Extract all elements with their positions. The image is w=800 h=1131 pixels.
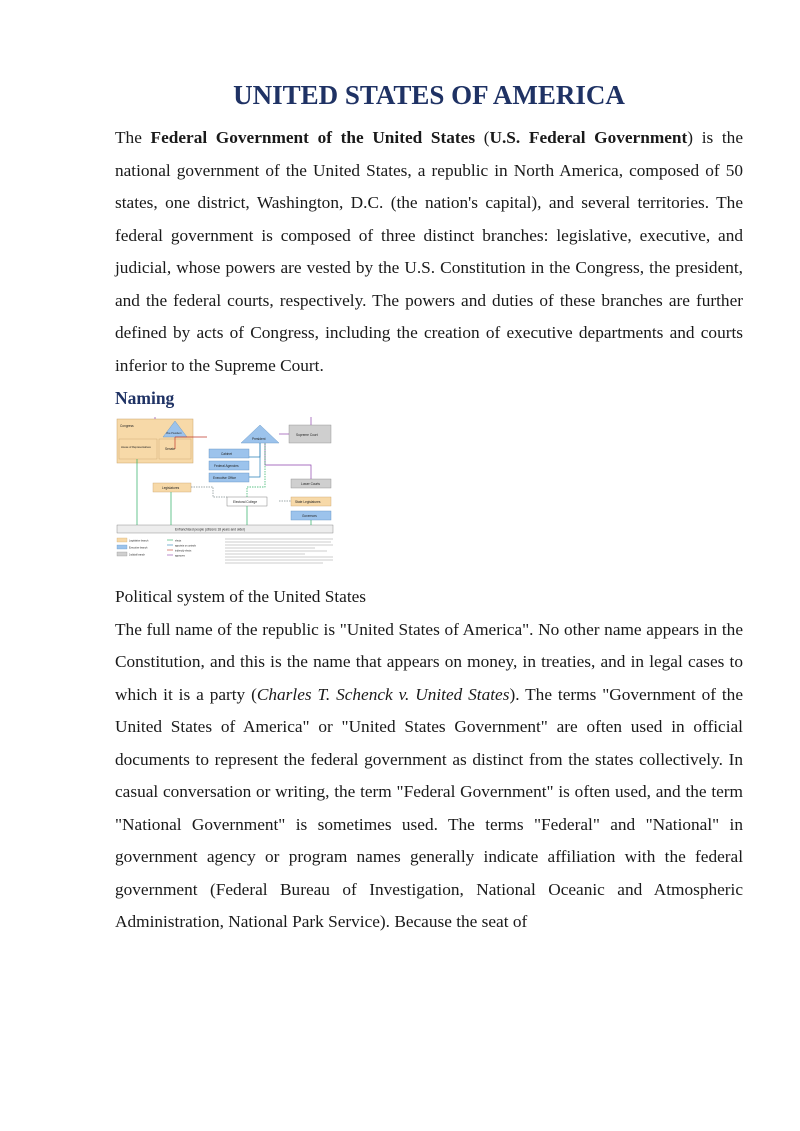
intro-bold-1: Federal Government of the United States <box>150 128 476 147</box>
president-label: President <box>252 437 266 441</box>
intro-text-3: ) is the national government of the United States, a republic in North America, composed of 50 states, one district, Washington, D.C. (the nation's capital), and several territories. The federal government is composed of three distinct branches: legislative, executive, and judicial, whose powers are vested by the U.S. Constitution in the Congress, the president, and the federal courts, respectively. The powers and duties of these branches are further defined by acts of Congress, including the creation of executive departments and courts inferior to the Supreme Court. <box>115 128 743 375</box>
document-page <box>115 78 743 939</box>
legend-judicial: Judicial branch <box>129 553 145 557</box>
document-title: UNITED STATES OF AMERICA <box>233 80 625 110</box>
naming-case-title: Charles T. Schenck v. United States <box>256 684 510 704</box>
diagram-legend <box>117 538 333 563</box>
cabinet-label: Cabinet <box>221 452 232 456</box>
intro-paragraph <box>115 122 743 382</box>
house-box <box>119 439 157 459</box>
legend-legislative: Legislative branch <box>129 539 149 543</box>
supreme-court-label: Supreme Court <box>296 433 318 437</box>
legend-indirect: indirectly elects <box>175 549 192 553</box>
exec-office-label: Executive Office <box>213 476 236 480</box>
agencies-label: Federal Agencies <box>214 464 239 468</box>
electorate-label: Enfranchised people (citizens 18 years and older) <box>175 527 245 532</box>
naming-text-2: ). The terms "Government of the United States of America" or "United States Government" are often used in official documents to represent the federal government as distinct from the states collectively. In casual conversation or writing, the term "Federal Government" is often used, and the term "National Government" is sometimes used. The terms "Federal" and "National" in government agency or program names generally indicate affiliation with the federal government (Federal Bureau of Investigation, National Oceanic and Atmospheric Administration, National Park Service). Because the seat of <box>115 684 743 931</box>
governors-label: Governors <box>302 514 317 518</box>
house-label: House of Representatives <box>121 446 151 449</box>
legend-approves: approves <box>175 554 185 558</box>
legend-executive: Executive branch <box>129 546 148 550</box>
electoral-college-label: Electoral College <box>233 500 258 504</box>
senate-label: Senate <box>165 447 176 451</box>
vice-president-label: Vice President <box>166 432 182 435</box>
legend-appoints: appoints or controls <box>175 544 196 548</box>
figure-caption: Political system of the United States <box>115 587 367 606</box>
legend-notes <box>225 539 333 563</box>
intro-bold-2: U.S. Federal Government <box>489 128 688 147</box>
lower-courts-label: Lower Courts <box>301 482 320 486</box>
legislatures-label: Legislatures <box>162 486 180 490</box>
intro-text-2: ( <box>475 128 490 147</box>
section-heading-naming: Naming <box>115 388 175 408</box>
congress-label: Congress <box>120 424 134 428</box>
legend-elects: elects <box>175 539 182 543</box>
naming-paragraph <box>115 614 743 939</box>
intro-text-1: The <box>115 128 151 147</box>
political-system-diagram <box>115 417 338 574</box>
state-legislatures-label: State Legislatures <box>295 500 321 504</box>
naming-text-1: The full name of the republic is "United States of America". No other name appears in the Constitution, and this is the name that appears on money, in treaties, and in legal cases to which it is a party ( <box>115 619 743 704</box>
